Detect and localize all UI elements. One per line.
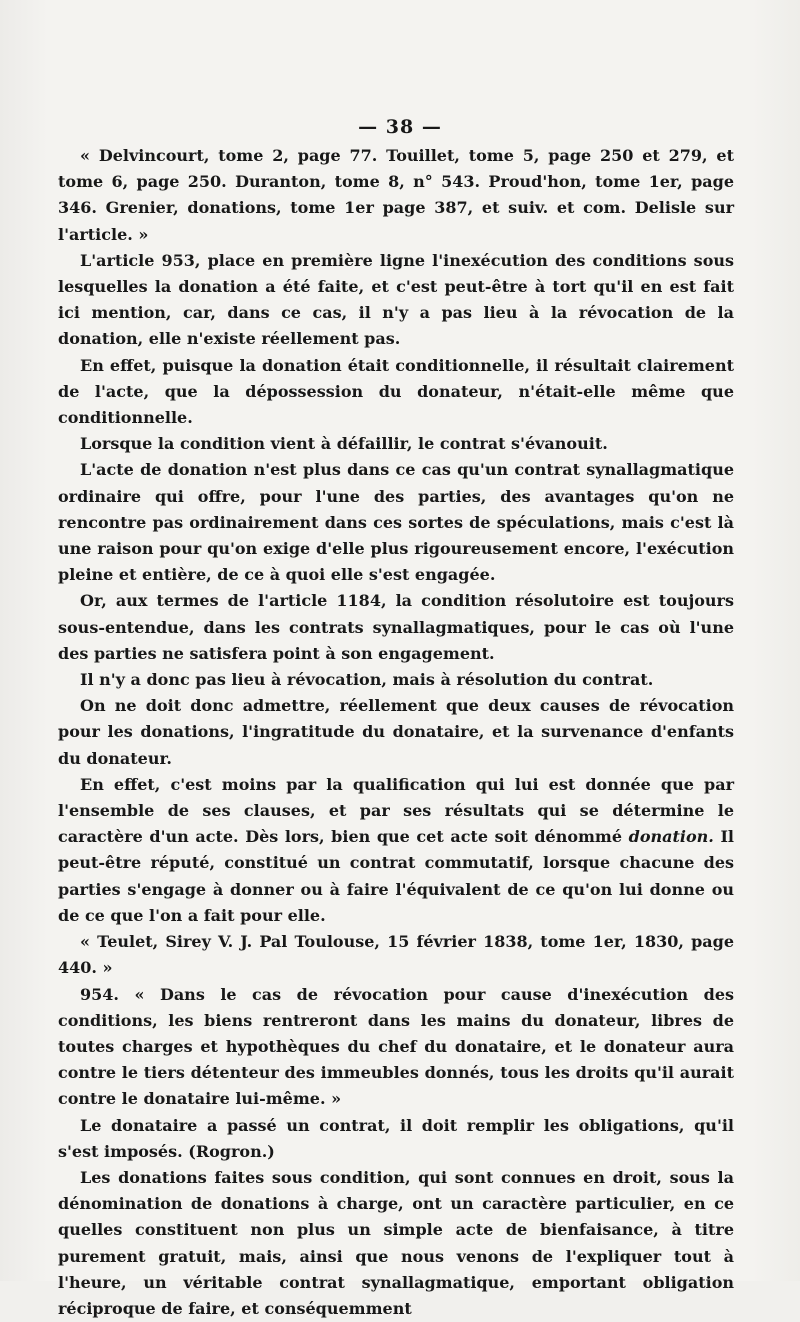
- paragraph-donations-charge: Les donations faites sous condition, qui sont connues en droit, sous la dénomination de donations à charge, ont un caractère particulier, en ce quelles constituent non plus un simple acte de bienfaisance, à titre purement gratuit, mais, ainsi que nous venons de l'expliquer tout à l'heure, un véritable contrat synallagmatique, emportant obligation réciproque de faire, et conséquemment: [58, 1167, 734, 1318]
- paragraph-condition-defaillir: Lorsque la condition vient à défaillir, le contrat s'évanouit.: [80, 434, 608, 454]
- paragraph-causes-revocation: On ne doit donc admettre, réellement que deux causes de révocation pour les donations, l'ingratitude du donataire, et la survenance d'enfants du donateur.: [58, 696, 734, 768]
- paragraph-article-954: 954. « Dans le cas de révocation pour cause d'inexécution des conditions, les biens rentreront dans les mains du donateur, libres de toutes charges et hypothèques du chef du donataire, et le donateur aura contre le tiers détenteur des immeubles donnés, tous les droits qu'il aurait contre le donataire lui-même. »: [58, 984, 734, 1109]
- paragraph-acte-donation: L'acte de donation n'est plus dans ce cas qu'un contrat synallagmatique ordinaire qui offre, pour l'une des parties, des avantages qu'on ne rencontre pas ordinairement dans ces sortes de spéculations, mais c'est là une raison pour qu'on exige d'elle plus rigoureusement encore, l'exécution pleine et entière, de ce à quoi elle s'est engagée.: [58, 460, 734, 585]
- paragraph-citation-delvincourt: « Delvincourt, tome 2, page 77. Touillet, tome 5, page 250 et 279, et tome 6, page 250. Duranton, tome 8, n° 543. Proud'hon, tome 1er, page 346. Grenier, donations, tome 1er page 387, et suiv. et com. Delisle sur l'article. »: [58, 146, 734, 244]
- paragraph-donataire-contrat: Le donataire a passé un contrat, il doit remplir les obligations, qu'il s'est imposés. (Rogron.): [58, 1115, 734, 1161]
- paragraph-qualification-part2: Il peut-être réputé, constitué un contrat commutatif, lorsque chacune des parties s'engage à donner ou à faire l'équivalent de ce qu'on lui donne ou de ce que l'on a fait pour elle.: [58, 827, 734, 925]
- paragraph-article-1184: Or, aux termes de l'article 1184, la condition résolutoire est toujours sous-entendue, dans les contrats synallagmatiques, pour le cas où l'une des parties ne satisfera point à son engagement.: [58, 591, 734, 663]
- paragraph-citation-teulet: « Teulet, Sirey V. J. Pal Toulouse, 15 février 1838, tome 1er, 1830, page 440. »: [58, 932, 734, 978]
- term-donation: donation.: [628, 827, 714, 847]
- paragraph-en-effet-conditionnelle: En effet, puisque la donation était conditionnelle, il résultait clairement de l'acte, que la dépossession du donateur, n'était-elle même que conditionnelle.: [58, 355, 734, 428]
- paragraph-qualification-acte: [58, 772, 734, 929]
- paragraph-resolution-contrat: Il n'y a donc pas lieu à révocation, mais à résolution du contrat.: [80, 670, 654, 690]
- paragraph-qualification-part1: En effet, c'est moins par la qualification qui lui est donnée que par l'ensemble de ses clauses, et par ses résultats qui se détermine le caractère d'un acte. Dès lors, bien que cet acte soit dénommé: [58, 774, 734, 847]
- paragraph-article-953: L'article 953, place en première ligne l'inexécution des conditions sous lesquelles la donation a été faite, et c'est peut-être à tort qu'il en est fait ici mention, car, dans ce cas, il n'y a pas lieu à la révocation de la donation, elle n'existe réellement pas.: [58, 250, 734, 349]
- body-text: [58, 143, 734, 1322]
- page-number: — 38 —: [358, 116, 442, 138]
